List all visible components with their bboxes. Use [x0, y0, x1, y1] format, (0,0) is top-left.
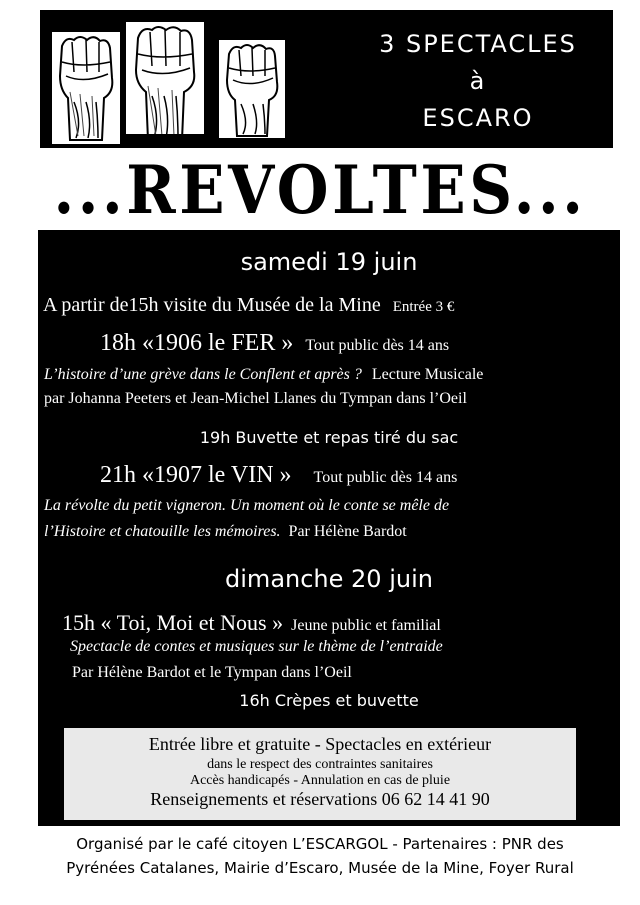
show1-header	[100, 330, 449, 357]
show2-desc-text: l’Histoire et chatouille les mémoires.	[44, 523, 281, 540]
show1-desc-tail: Lecture Musicale	[371, 366, 484, 383]
museum-fee: Entrée 3 €	[392, 299, 455, 315]
show2-audience: Tout public dès 14 ans	[313, 469, 458, 486]
show1-desc-2: par Johanna Peeters et Jean-Michel Llanes du Tympan dans l’Oeil	[44, 390, 467, 407]
show3-header	[62, 610, 441, 636]
tagline-line-2: à	[469, 67, 487, 95]
info-line-3: Accès handicapés - Annulation en cas de pluie	[189, 773, 451, 788]
footer-credits	[0, 832, 640, 880]
show1-title: 18h «1906 le FER »	[100, 330, 294, 356]
raised-fist-icon	[219, 40, 285, 138]
museum-text: A partir de15h visite du Musée de la Mine	[43, 294, 381, 316]
footer-line-2: Pyrénées Catalanes, Mairie d’Escaro, Musée de la Mine, Foyer Rural	[66, 859, 574, 877]
show1-desc-text: L’histoire d’une grève dans le Conflent et après ?	[44, 366, 362, 383]
show2-credit: Par Hélène Bardot	[288, 523, 407, 540]
day2-break: 16h Crèpes et buvette	[239, 691, 419, 710]
museum-visit	[43, 294, 454, 317]
day2-heading: dimanche 20 juin	[225, 565, 433, 593]
info-line-4: Renseignements et réservations 06 62 14 41 90	[150, 789, 490, 809]
day1-break: 19h Buvette et repas tiré du sac	[199, 428, 459, 447]
tagline-line-3: ESCARO	[422, 104, 534, 132]
raised-fist-icon	[126, 22, 204, 134]
show1-desc-1	[44, 366, 483, 384]
header-banner	[40, 10, 613, 148]
info-line-1: Entrée libre et gratuite - Spectacles en extérieur	[148, 734, 492, 754]
show2-desc-2	[44, 523, 407, 541]
show3-title: 15h « Toi, Moi et Nous »	[62, 610, 284, 635]
tagline-line-1: 3 SPECTACLES	[379, 30, 577, 58]
day1-heading: samedi 19 juin	[240, 248, 418, 276]
footer-line-1: Organisé par le café citoyen L’ESCARGOL - Partenaires : PNR des	[76, 835, 564, 853]
show3-credit: Par Hélène Bardot et le Tympan dans l’Oeil	[72, 664, 352, 681]
show3-desc: Spectacle de contes et musiques sur le thème de l’entraide	[70, 638, 443, 655]
show2-title: 21h «1907 le VIN »	[100, 462, 292, 488]
show2-header	[100, 462, 457, 489]
raised-fist-icon	[52, 32, 120, 144]
show3-audience: Jeune public et familial	[291, 617, 441, 634]
poster-title: ...REVOLTES...	[53, 151, 587, 229]
show2-desc-1: La révolte du petit vigneron. Un moment où le conte se mêle de	[44, 497, 450, 514]
show1-audience: Tout public dès 14 ans	[305, 337, 450, 354]
info-line-2: dans le respect des contraintes sanitaires	[207, 757, 433, 772]
info-box	[64, 728, 576, 820]
